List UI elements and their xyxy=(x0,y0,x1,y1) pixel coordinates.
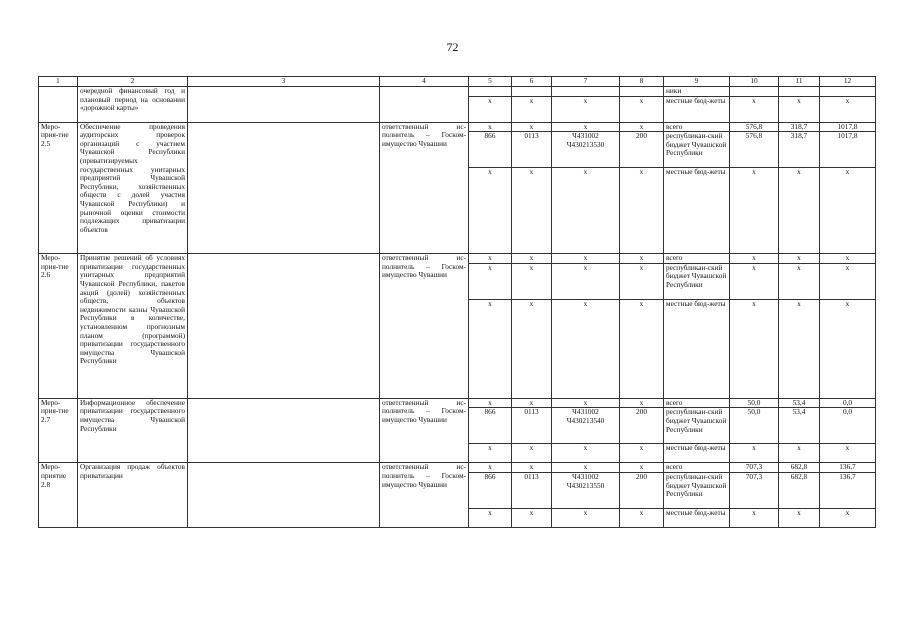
cell-c8: x xyxy=(620,444,664,463)
cell-c12: x xyxy=(820,508,876,527)
cell-c6: x xyxy=(512,254,552,264)
cell-c12: 0,0 xyxy=(820,398,876,408)
cell-c5: x xyxy=(469,508,512,527)
cell-c5: x xyxy=(469,254,512,264)
funding-source: всего xyxy=(664,254,730,264)
cell-c11: 318,7 xyxy=(779,122,820,132)
cell-c8: x xyxy=(620,254,664,264)
funding-source: всего xyxy=(664,122,730,132)
funding-row xyxy=(39,398,876,408)
responsible-executor: ответственный ис-полнитель – Госком-имущество Чувашии xyxy=(380,463,469,528)
cell-c7: x xyxy=(552,168,620,254)
cell-c5: x xyxy=(469,398,512,408)
measure-description: Обеспечение проведения аудиторских проверок организаций с участием Чувашской Республики (приватизируемых государственных унитарных предприятий Чувашской Республики, хозяйственных обществ с долей участия Чувашской Республики) и рыночной оценки стоимости подлежащих приватизации объектов xyxy=(78,122,188,254)
cell-c7: x xyxy=(552,398,620,408)
cell-c5: 866 xyxy=(469,132,512,168)
measure-label: Меро-приятие 2.8 xyxy=(39,463,78,528)
cell-c8: x xyxy=(620,263,664,299)
cell-c5: x xyxy=(469,444,512,463)
cell-c5: x xyxy=(469,168,512,254)
cell-c8: x xyxy=(620,96,664,122)
empty-cell xyxy=(188,398,380,463)
cell-c10: x xyxy=(730,168,779,254)
cell-c11: x xyxy=(779,96,820,122)
cell-c8: x xyxy=(620,398,664,408)
cell-c10: 707,3 xyxy=(730,463,779,473)
cell-c11: 318,7 xyxy=(779,132,820,168)
cell-c7: x xyxy=(552,299,620,398)
funding-source: местные бюд-жеты xyxy=(664,444,730,463)
cell-c11: 53,4 xyxy=(779,408,820,444)
column-number: 12 xyxy=(820,77,876,87)
column-number: 9 xyxy=(664,77,730,87)
cell-c12: x xyxy=(820,254,876,264)
cell-c11: 682,8 xyxy=(779,472,820,508)
funding-source: местные бюд-жеты xyxy=(664,299,730,398)
cell-c11: x xyxy=(779,444,820,463)
measure-label: Меро-прия-тие 2.5 xyxy=(39,122,78,254)
cell-c5: x xyxy=(469,263,512,299)
cell-c12: x xyxy=(820,263,876,299)
cell-c10: x xyxy=(730,254,779,264)
empty-cell xyxy=(188,87,380,123)
funding-source: ники xyxy=(664,87,730,97)
funding-row xyxy=(39,463,876,473)
cell-c7: x xyxy=(552,508,620,527)
cell-c11: x xyxy=(779,508,820,527)
column-number: 8 xyxy=(620,77,664,87)
cell-c12: 1017,8 xyxy=(820,132,876,168)
cell-c6: x xyxy=(512,398,552,408)
empty-cell xyxy=(188,122,380,254)
cell-c11: x xyxy=(779,254,820,264)
budget-table xyxy=(38,76,876,528)
responsible-executor: ответственный ис-полнитель – Госком-имущество Чувашии xyxy=(380,122,469,254)
cell-c10: x xyxy=(730,508,779,527)
column-number: 5 xyxy=(469,77,512,87)
column-number: 6 xyxy=(512,77,552,87)
measure-description: очередной финансовый год и плановый период на основании «дорожной карты» xyxy=(78,87,188,123)
cell-c11: x xyxy=(779,263,820,299)
funding-source: местные бюд-жеты xyxy=(664,168,730,254)
cell-c6: x xyxy=(512,508,552,527)
cell-c10: x xyxy=(730,299,779,398)
funding-source: республикан-ский бюджет Чувашской Республики xyxy=(664,132,730,168)
funding-source: местные бюд-жеты xyxy=(664,508,730,527)
cell-c8: 200 xyxy=(620,472,664,508)
measure-label: Меро-прия-тие 2.6 xyxy=(39,254,78,399)
funding-source: республикан-ский бюджет Чувашской Республики xyxy=(664,472,730,508)
cell-c10: 50,0 xyxy=(730,408,779,444)
responsible-executor: ответственный ис-полнитель – Госком-имущество Чувашии xyxy=(380,254,469,399)
continuation-top-row xyxy=(39,87,876,97)
cell-c7: x xyxy=(552,254,620,264)
page-number: 72 xyxy=(446,40,459,54)
measure-description: Организация продаж объектов приватизации xyxy=(78,463,188,528)
cell-c11: x xyxy=(779,299,820,398)
cell-c10: 50,0 xyxy=(730,398,779,408)
cell-c7: Ч431002 Ч430213530 xyxy=(552,132,620,168)
cell-c12: x xyxy=(820,444,876,463)
column-number: 11 xyxy=(779,77,820,87)
column-number: 1 xyxy=(39,77,78,87)
responsible-cell xyxy=(380,87,469,123)
measure-description: Принятие решений об условиях приватизации государственных унитарных предприятий Чувашской Республики, пакетов акций (долей) хозяйственных обществ, объектов недвижимости казны Чувашской Республики в количестве, установленном прогнозным планом (программой) приватизации государственного имущества Чувашской Республики xyxy=(78,254,188,399)
responsible-executor: ответственный ис-полнитель – Госком-имущество Чувашии xyxy=(380,398,469,463)
cell-c8: x xyxy=(620,508,664,527)
cell-c12: x xyxy=(820,168,876,254)
cell-c7: x xyxy=(552,96,620,122)
cell-c5: x xyxy=(469,299,512,398)
column-number: 3 xyxy=(188,77,380,87)
cell-c12: 136,7 xyxy=(820,472,876,508)
cell-c10: x xyxy=(730,444,779,463)
cell-c5: 866 xyxy=(469,472,512,508)
cell-c7: x xyxy=(552,263,620,299)
cell-c6: 0113 xyxy=(512,472,552,508)
cell-c10: x xyxy=(730,263,779,299)
cell-c11: x xyxy=(779,168,820,254)
cell-c8: x xyxy=(620,122,664,132)
column-number: 2 xyxy=(78,77,188,87)
column-number: 4 xyxy=(380,77,469,87)
cell-c10: x xyxy=(730,96,779,122)
cell-c6: x xyxy=(512,463,552,473)
cell-c12: 0,0 xyxy=(820,408,876,444)
cell-c7: Ч431002 Ч430213540 xyxy=(552,408,620,444)
funding-row xyxy=(39,254,876,264)
cell-c12: x xyxy=(820,96,876,122)
cell-c10: 707,3 xyxy=(730,472,779,508)
cell-c7: x xyxy=(552,444,620,463)
funding-source: местные бюд-жеты xyxy=(664,96,730,122)
cell-c12: x xyxy=(820,299,876,398)
column-number: 7 xyxy=(552,77,620,87)
measure-label xyxy=(39,87,78,123)
cell-c8: 200 xyxy=(620,132,664,168)
empty-cell xyxy=(188,463,380,528)
cell-c12: 1017,8 xyxy=(820,122,876,132)
cell-c5: x xyxy=(469,122,512,132)
funding-source: всего xyxy=(664,463,730,473)
cell-c6: x xyxy=(512,122,552,132)
funding-row xyxy=(39,122,876,132)
funding-source: всего xyxy=(664,398,730,408)
cell-c5: 866 xyxy=(469,408,512,444)
column-number: 10 xyxy=(730,77,779,87)
cell-c11: 682,8 xyxy=(779,463,820,473)
funding-source: республикан-ский бюджет Чувашской Республики xyxy=(664,408,730,444)
cell-c8: x xyxy=(620,299,664,398)
cell-c10: 576,8 xyxy=(730,132,779,168)
cell-c12: 136,7 xyxy=(820,463,876,473)
cell-c6: 0113 xyxy=(512,408,552,444)
cell-c6: 0113 xyxy=(512,132,552,168)
measure-description: Информационное обеспечение приватизации государственного имущества Чувашской Республики xyxy=(78,398,188,463)
empty-cell xyxy=(188,254,380,399)
measure-label: Меро-прия-тие 2.7 xyxy=(39,398,78,463)
cell-c10: 576,8 xyxy=(730,122,779,132)
cell-c7: Ч431002 Ч430213550 xyxy=(552,472,620,508)
funding-source: республикан-ский бюджет Чувашской Республики xyxy=(664,263,730,299)
cell-c5: x xyxy=(469,463,512,473)
column-number-row xyxy=(39,77,876,87)
cell-c8: x xyxy=(620,168,664,254)
cell-c7: x xyxy=(552,463,620,473)
cell-c7: x xyxy=(552,122,620,132)
cell-c6: x xyxy=(512,444,552,463)
cell-c6: x xyxy=(512,96,552,122)
cell-c6: x xyxy=(512,263,552,299)
cell-c11: 53,4 xyxy=(779,398,820,408)
cell-c8: 200 xyxy=(620,408,664,444)
cell-c8: x xyxy=(620,463,664,473)
cell-c6: x xyxy=(512,168,552,254)
cell-c6: x xyxy=(512,299,552,398)
cell-c5: x xyxy=(469,96,512,122)
